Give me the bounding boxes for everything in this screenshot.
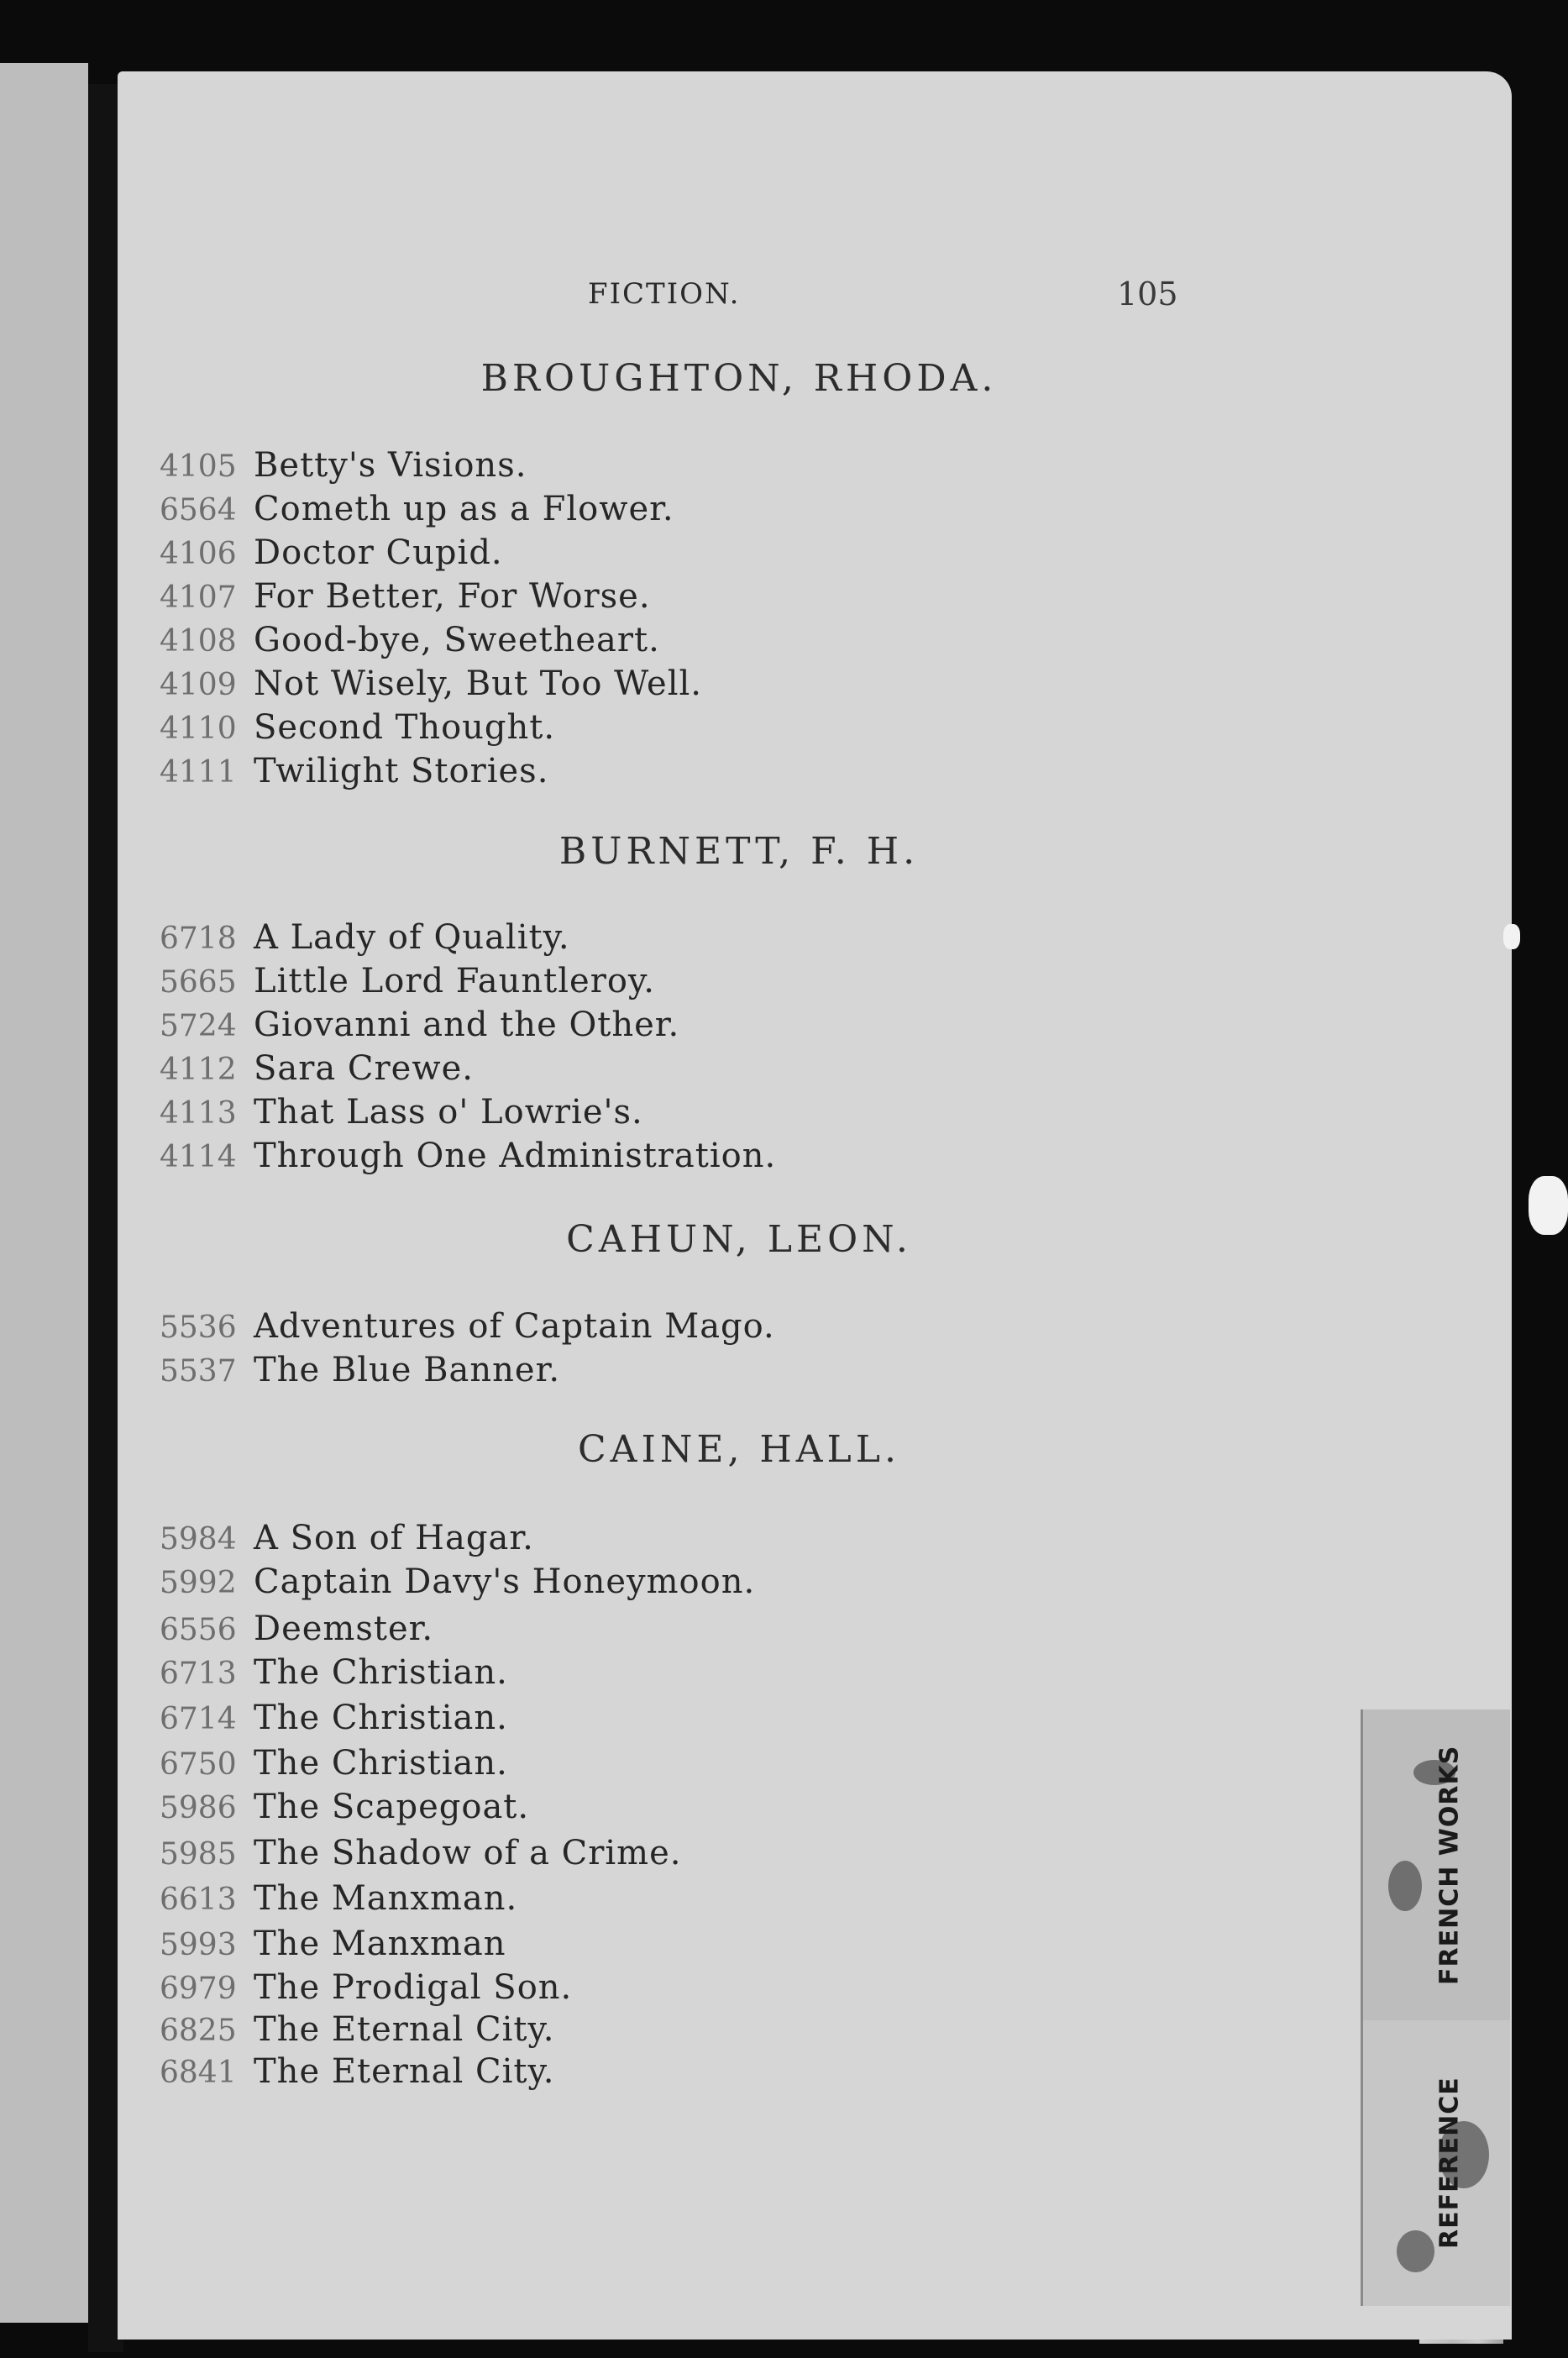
call-number: 6613 — [160, 1883, 237, 1917]
list-item — [160, 1785, 529, 1830]
call-number: 5992 — [160, 1566, 237, 1600]
list-item — [160, 1831, 681, 1877]
book-title: The Manxman — [254, 1925, 506, 1963]
call-number: 5984 — [160, 1522, 237, 1557]
call-number: 5985 — [160, 1837, 237, 1872]
index-tab-reference[interactable] — [1361, 2020, 1510, 2306]
author-heading: BROUGHTON, RHODA. — [480, 357, 998, 400]
book-title: Good-bye, Sweetheart. — [254, 621, 660, 659]
book-title: A Lady of Quality. — [254, 918, 570, 957]
list-item — [160, 618, 660, 664]
call-number: 6841 — [160, 2056, 237, 2090]
call-number: 6556 — [160, 1613, 237, 1647]
list-item — [160, 531, 503, 576]
call-number: 5665 — [160, 965, 237, 1000]
list-item — [160, 1696, 508, 1741]
book-title: Not Wisely, But Too Well. — [254, 664, 703, 703]
call-number: 5993 — [160, 1928, 237, 1962]
book-title: The Christian. — [254, 1744, 508, 1783]
call-number: 6979 — [160, 1972, 237, 2006]
call-number: 4105 — [160, 449, 237, 484]
book-title: The Shadow of a Crime. — [254, 1834, 682, 1872]
call-number: 4113 — [160, 1096, 237, 1131]
book-title: A Son of Hagar. — [254, 1519, 534, 1557]
book-title: The Manxman. — [254, 1879, 518, 1918]
book-title: For Better, For Worse. — [254, 577, 651, 616]
left-page-edge — [0, 63, 88, 2323]
call-number: 6750 — [160, 1747, 237, 1782]
book-title: Through One Administration. — [254, 1137, 777, 1175]
book-title: That Lass o' Lowrie's. — [254, 1093, 643, 1132]
call-number: 5537 — [160, 1354, 237, 1389]
book-title: The Christian. — [254, 1653, 508, 1692]
index-tab-french-works[interactable] — [1361, 1709, 1510, 2020]
call-number: 6718 — [160, 922, 237, 956]
list-item — [160, 959, 655, 1005]
book-title: The Prodigal Son. — [254, 1968, 573, 2007]
list-item — [160, 662, 702, 707]
list-item — [160, 1348, 560, 1394]
list-item — [160, 1741, 508, 1787]
list-item — [160, 575, 651, 620]
author-heading: CAHUN, LEON. — [566, 1218, 912, 1261]
call-number: 6564 — [160, 493, 237, 528]
book-title: Deemster. — [254, 1610, 434, 1648]
list-item — [160, 444, 527, 489]
list-item — [160, 1047, 474, 1092]
call-number: 5536 — [160, 1310, 237, 1345]
book-title: Second Thought. — [254, 708, 556, 747]
book-title: Cometh up as a Flower. — [254, 490, 674, 528]
book-title: Adventures of Captain Mago. — [254, 1307, 775, 1346]
author-heading: BURNETT, F. H. — [559, 830, 920, 873]
call-number: 4108 — [160, 624, 237, 659]
scan-speck — [1503, 924, 1520, 949]
book-title: The Eternal City. — [254, 2010, 555, 2049]
call-number: 6714 — [160, 1702, 237, 1736]
call-number: 4106 — [160, 537, 237, 571]
list-item — [160, 1966, 572, 2011]
call-number: 4114 — [160, 1140, 237, 1174]
list-item — [160, 2050, 554, 2095]
call-number: 4110 — [160, 712, 237, 746]
page-number: 105 — [1117, 276, 1178, 312]
list-item — [160, 1134, 776, 1179]
list-item — [160, 1651, 508, 1696]
book-title: Captain Davy's Honeymoon. — [254, 1562, 756, 1601]
running-head: FICTION. — [588, 277, 741, 311]
list-item — [160, 749, 548, 795]
list-item — [160, 1305, 775, 1350]
scan-speck — [1529, 1176, 1568, 1235]
list-item — [160, 916, 570, 961]
list-item — [160, 1922, 506, 1967]
list-item — [160, 1560, 755, 1605]
book-title: The Scapegoat. — [254, 1788, 530, 1826]
book-title: The Blue Banner. — [254, 1351, 561, 1389]
book-title: Little Lord Fauntleroy. — [254, 962, 655, 1000]
book-title: Giovanni and the Other. — [254, 1006, 680, 1044]
call-number: 5724 — [160, 1009, 237, 1043]
book-title: The Christian. — [254, 1699, 508, 1737]
call-number: 6825 — [160, 2014, 237, 2048]
call-number: 4112 — [160, 1053, 237, 1087]
list-item — [160, 2008, 554, 2053]
list-item — [160, 487, 674, 533]
book-title: Doctor Cupid. — [254, 533, 503, 572]
list-item — [160, 1607, 433, 1652]
book-title: Sara Crewe. — [254, 1049, 474, 1088]
list-item — [160, 1090, 643, 1136]
book-title: Twilight Stories. — [254, 752, 549, 790]
list-item — [160, 1003, 679, 1048]
call-number: 4111 — [160, 755, 237, 790]
author-heading: CAINE, HALL. — [578, 1428, 900, 1471]
list-item — [160, 1877, 517, 1922]
list-item — [160, 1516, 534, 1562]
tab-label-reference: REFERENCE — [1434, 2077, 1465, 2250]
call-number: 4107 — [160, 580, 237, 615]
list-item — [160, 706, 555, 751]
book-title: The Eternal City. — [254, 2052, 555, 2091]
book-title: Betty's Visions. — [254, 446, 527, 485]
call-number: 6713 — [160, 1657, 237, 1691]
call-number: 5986 — [160, 1791, 237, 1825]
call-number: 4109 — [160, 668, 237, 702]
tab-label-french-works: FRENCH WORKS — [1434, 1745, 1465, 1985]
